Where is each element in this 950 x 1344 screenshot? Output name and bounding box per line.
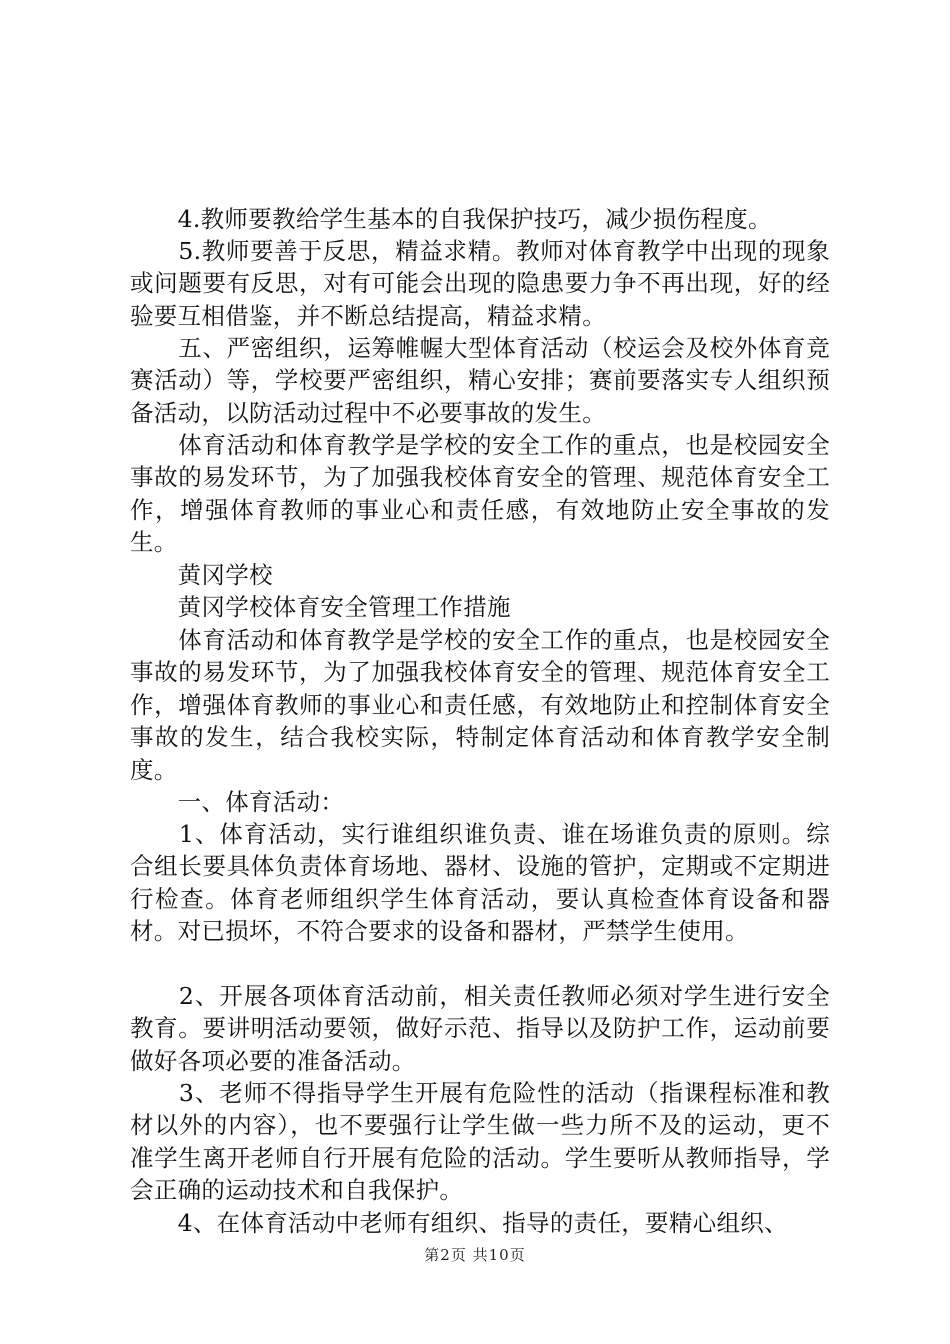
paragraph: 2、开展各项体育活动前，相关责任教师必须对学生进行安全教育。要讲明活动要领，做好示范、指导以及防护工作，运动前要做好各项必要的准备活动。 xyxy=(130,982,830,1075)
paragraph: 黄冈学校 xyxy=(130,561,273,589)
paragraph: 3、老师不得指导学生开展有危险性的活动（指课程标准和教材以外的内容），也不要强行让学生做一些力所不及的运动，更不准学生离开老师自行开展有危险的活动。学生要听从教师指导，学会正确的运动技术和自我保护。 xyxy=(130,1079,830,1205)
paragraph: 体育活动和体育教学是学校的安全工作的重点，也是校园安全事故的易发环节，为了加强我校体育安全的管理、规范体育安全工作，增强体育教师的事业心和责任感，有效地防止和控制体育安全事故的发生，结合我校实际，特制定体育活动和体育教学安全制度。 xyxy=(130,626,830,784)
paragraph: 一、体育活动： xyxy=(130,788,345,816)
paragraph: 体育活动和体育教学是学校的安全工作的重点，也是校园安全事故的易发环节，为了加强我校体育安全的管理、规范体育安全工作，增强体育教师的事业心和责任感，有效地防止安全事故的发生。 xyxy=(130,431,830,557)
paragraph: 黄冈学校体育安全管理工作措施 xyxy=(130,593,511,621)
paragraph: 5.教师要善于反思，精益求精。教师对体育教学中出现的现象或问题要有反思，对有可能会出现的隐患要力争不再出现，好的经验要互相借鉴，并不断总结提高，精益求精。 xyxy=(130,237,830,330)
paragraph: 五、严密组织，运筹帷幄大型体育活动（校运会及校外体育竞赛活动）等，学校要严密组织，精心安排；赛前要落实专人组织预备活动，以防活动过程中不必要事故的发生。 xyxy=(130,334,830,427)
paragraph: 4、在体育活动中老师有组织、指导的责任，要精心组织、 xyxy=(130,1209,788,1237)
paragraph: 4.教师要教给学生基本的自我保护技巧，减少损伤程度。 xyxy=(130,205,772,233)
page-footer: 第2页 共10页 xyxy=(424,1246,526,1264)
paragraph: 1、体育活动，实行谁组织谁负责、谁在场谁负责的原则。综合组长要具体负责体育场地、器材、设施的管护，定期或不定期进行检查。体育老师组织学生体育活动，要认真检查体育设备和器材。对已损坏，不符合要求的设备和器材，严禁学生使用。 xyxy=(130,820,830,946)
